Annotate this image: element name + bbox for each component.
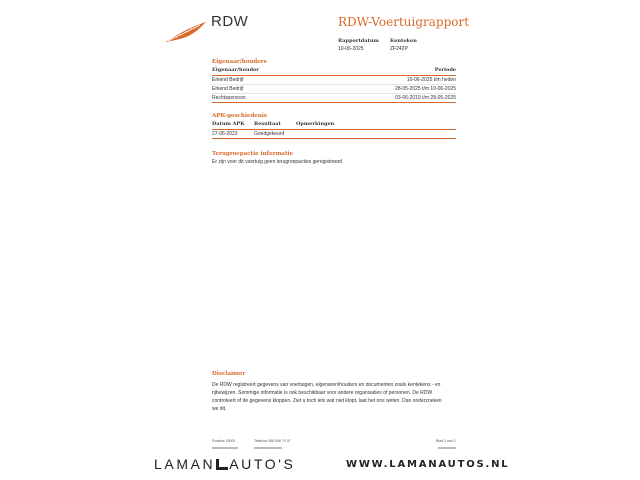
disclaimer-text bbox=[212, 381, 458, 413]
owner-cell: Erkend Bedrijf bbox=[212, 77, 244, 83]
report-date-block bbox=[338, 37, 379, 53]
period-cell: 28-05-2025 t/m 10-06-2025 bbox=[395, 86, 456, 92]
table-row bbox=[212, 130, 456, 139]
footer-page-number: Blad 3 van 3 bbox=[436, 439, 456, 443]
dealer-name-part1: LAMAN bbox=[154, 456, 216, 472]
owner-cell: Erkend Bedrijf bbox=[212, 86, 244, 92]
footer-divider bbox=[254, 447, 282, 449]
apk-table-header bbox=[212, 121, 456, 130]
dealer-logo bbox=[154, 456, 295, 472]
rdw-feather-logo-icon bbox=[164, 20, 208, 44]
owners-section-title: Eigenaar/houders bbox=[212, 59, 267, 65]
dealer-name-part2: AUTO'S bbox=[229, 456, 296, 472]
col-period-header: Periode bbox=[434, 67, 456, 73]
apk-table bbox=[212, 121, 456, 139]
recall-text: Er zijn voor dit voertuig geen terugroepacties geregistreerd bbox=[212, 159, 343, 165]
report-date-label: Rapportdatum bbox=[338, 38, 379, 44]
footer-divider bbox=[438, 447, 456, 449]
table-row bbox=[212, 94, 456, 103]
col-notes-header: Opmerkingen bbox=[296, 121, 335, 127]
disclaimer-line: we dit. bbox=[212, 406, 227, 412]
table-row bbox=[212, 76, 456, 85]
owners-table bbox=[212, 67, 456, 103]
disclaimer-line: rijbewijzen. Sommige informatie is ook beschikbaar voor andere organisaties of personen. De RDW bbox=[212, 390, 433, 396]
footer-telefoon: Telefoon 088 008 74 47 bbox=[254, 439, 291, 443]
col-owner-header: Eigenaar/houder bbox=[212, 67, 259, 73]
footer-divider bbox=[212, 447, 238, 449]
l-mark-icon bbox=[216, 459, 228, 470]
plate-value: ZF242P bbox=[390, 46, 408, 52]
recall-section-title: Terugroepactie informatie bbox=[212, 151, 294, 157]
apk-result-cell: Goedgekeurd bbox=[254, 131, 285, 137]
disclaimer-title: Disclaimer bbox=[212, 371, 246, 377]
apk-date-cell: 27-06-2023 bbox=[212, 131, 238, 137]
plate-label: Kenteken bbox=[390, 38, 417, 44]
col-date-header: Datum APK bbox=[212, 121, 245, 127]
period-cell: 10-06-2025 t/m heden bbox=[406, 77, 456, 83]
owner-cell: Rechtspersoon bbox=[212, 95, 246, 101]
report-title: RDW-Voertuigrapport bbox=[338, 15, 470, 29]
apk-section-title: APK-geschiedenis bbox=[212, 113, 267, 119]
col-result-header: Resultaat bbox=[254, 121, 281, 127]
disclaimer-line: controleert of de gegevens kloppen. Ziet u toch iets wat niet klopt, laat het ons weten. Dan onderzoeken bbox=[212, 398, 442, 404]
disclaimer-line: De RDW registreert gegevens van voertuigen, eigenaren/houders en documenten zoals kentekens - en bbox=[212, 382, 441, 388]
brand-name: RDW bbox=[211, 13, 249, 30]
report-date-value: 10-06-2025 bbox=[338, 46, 364, 52]
apk-notes-cell bbox=[296, 130, 456, 138]
period-cell: 03-06-2019 t/m 28-05-2025 bbox=[395, 95, 456, 101]
dealer-website[interactable]: WWW.LAMANAUTOS.NL bbox=[346, 459, 510, 470]
plate-block bbox=[390, 37, 417, 53]
owners-table-header bbox=[212, 67, 456, 76]
table-row bbox=[212, 85, 456, 94]
footer-postbus: Postbus 30000 bbox=[212, 439, 236, 443]
